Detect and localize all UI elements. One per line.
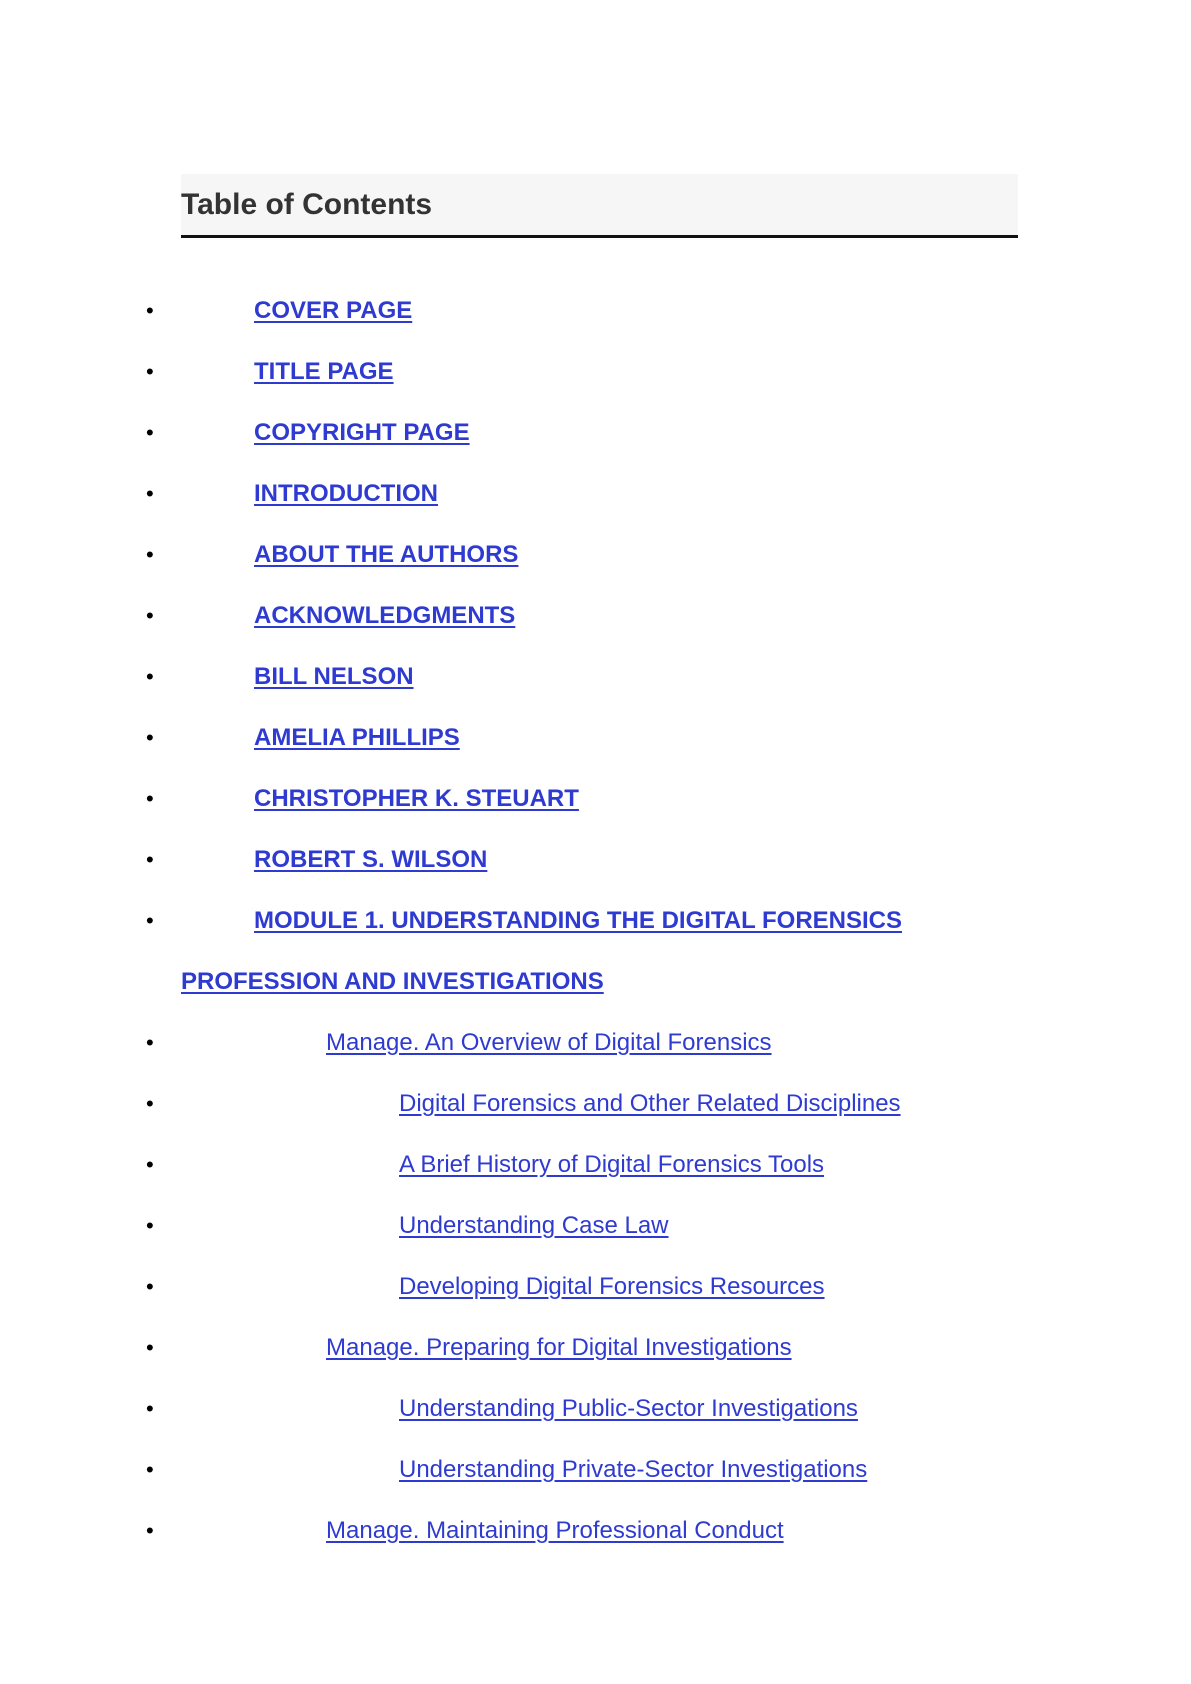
toc-link-copyright-page[interactable]: COPYRIGHT PAGE	[254, 419, 470, 446]
toc-link-preparing-investigations[interactable]: Manage. Preparing for Digital Investigations	[326, 1334, 792, 1361]
toc-link-bill-nelson[interactable]: BILL NELSON	[254, 663, 414, 690]
bullet-icon: •	[146, 1396, 154, 1421]
toc-link-related-disciplines[interactable]: Digital Forensics and Other Related Disciplines	[399, 1090, 901, 1117]
toc-item-copyright-page	[0, 420, 1191, 450]
toc-item-module-1	[0, 908, 1191, 938]
toc-item-overview-of-digital-forensics	[0, 1030, 1191, 1060]
toc-link-professional-conduct[interactable]: Manage. Maintaining Professional Conduct	[326, 1517, 784, 1544]
toc-link-christopher-k-steuart[interactable]: CHRISTOPHER K. STEUART	[254, 785, 579, 812]
toc-link-module-1-continuation[interactable]: PROFESSION AND INVESTIGATIONS	[181, 968, 604, 995]
bullet-icon: •	[146, 908, 154, 933]
toc-link-module-1[interactable]: MODULE 1. UNDERSTANDING THE DIGITAL FORENSICS	[254, 907, 903, 934]
bullet-icon: •	[146, 1274, 154, 1299]
bullet-icon: •	[146, 847, 154, 872]
toc-item-related-disciplines	[0, 1091, 1191, 1121]
toc-link-amelia-phillips[interactable]: AMELIA PHILLIPS	[254, 724, 460, 751]
toc-item-understanding-case-law	[0, 1213, 1191, 1243]
toc-item-public-sector	[0, 1396, 1191, 1426]
bullet-icon: •	[146, 725, 154, 750]
toc-header	[181, 174, 1018, 238]
bullet-icon: •	[146, 542, 154, 567]
bullet-icon: •	[146, 786, 154, 811]
toc-item-about-the-authors	[0, 542, 1191, 572]
bullet-icon: •	[146, 298, 154, 323]
toc-item-introduction	[0, 481, 1191, 511]
toc-item-brief-history-tools	[0, 1152, 1191, 1182]
toc-item-developing-resources	[0, 1274, 1191, 1304]
toc-item-cover-page	[0, 298, 1191, 328]
bullet-icon: •	[146, 1091, 154, 1116]
toc-link-public-sector[interactable]: Understanding Public-Sector Investigations	[399, 1395, 858, 1422]
toc-link-developing-resources[interactable]: Developing Digital Forensics Resources	[399, 1273, 825, 1300]
toc-link-private-sector[interactable]: Understanding Private-Sector Investigations	[399, 1456, 868, 1483]
toc-item-amelia-phillips	[0, 725, 1191, 755]
toc-item-christopher-k-steuart	[0, 786, 1191, 816]
toc-link-robert-s-wilson[interactable]: ROBERT S. WILSON	[254, 846, 488, 873]
bullet-icon: •	[146, 420, 154, 445]
toc-item-professional-conduct	[0, 1518, 1191, 1548]
toc-link-understanding-case-law[interactable]: Understanding Case Law	[399, 1212, 669, 1239]
bullet-icon: •	[146, 1152, 154, 1177]
toc-item-acknowledgments	[0, 603, 1191, 633]
toc-title: Table of Contents	[181, 188, 433, 221]
bullet-icon: •	[146, 1213, 154, 1238]
toc-link-overview-of-digital-forensics[interactable]: Manage. An Overview of Digital Forensics	[326, 1029, 772, 1056]
toc-item-title-page	[0, 359, 1191, 389]
toc-link-about-the-authors[interactable]: ABOUT THE AUTHORS	[254, 541, 519, 568]
toc-item-private-sector	[0, 1457, 1191, 1487]
toc-link-cover-page[interactable]: COVER PAGE	[254, 297, 413, 324]
bullet-icon: •	[146, 359, 154, 384]
bullet-icon: •	[146, 603, 154, 628]
toc-item-bill-nelson	[0, 664, 1191, 694]
bullet-icon: •	[146, 664, 154, 689]
toc-link-title-page[interactable]: TITLE PAGE	[254, 358, 394, 385]
bullet-icon: •	[146, 1030, 154, 1055]
toc-link-brief-history-tools[interactable]: A Brief History of Digital Forensics Tools	[399, 1151, 825, 1178]
bullet-icon: •	[146, 1335, 154, 1360]
toc-link-introduction[interactable]: INTRODUCTION	[254, 480, 438, 507]
bullet-icon: •	[146, 1457, 154, 1482]
bullet-icon: •	[146, 1518, 154, 1543]
toc-item-robert-s-wilson	[0, 847, 1191, 877]
bullet-icon: •	[146, 481, 154, 506]
toc-link-acknowledgments[interactable]: ACKNOWLEDGMENTS	[254, 602, 516, 629]
toc-item-preparing-investigations	[0, 1335, 1191, 1365]
